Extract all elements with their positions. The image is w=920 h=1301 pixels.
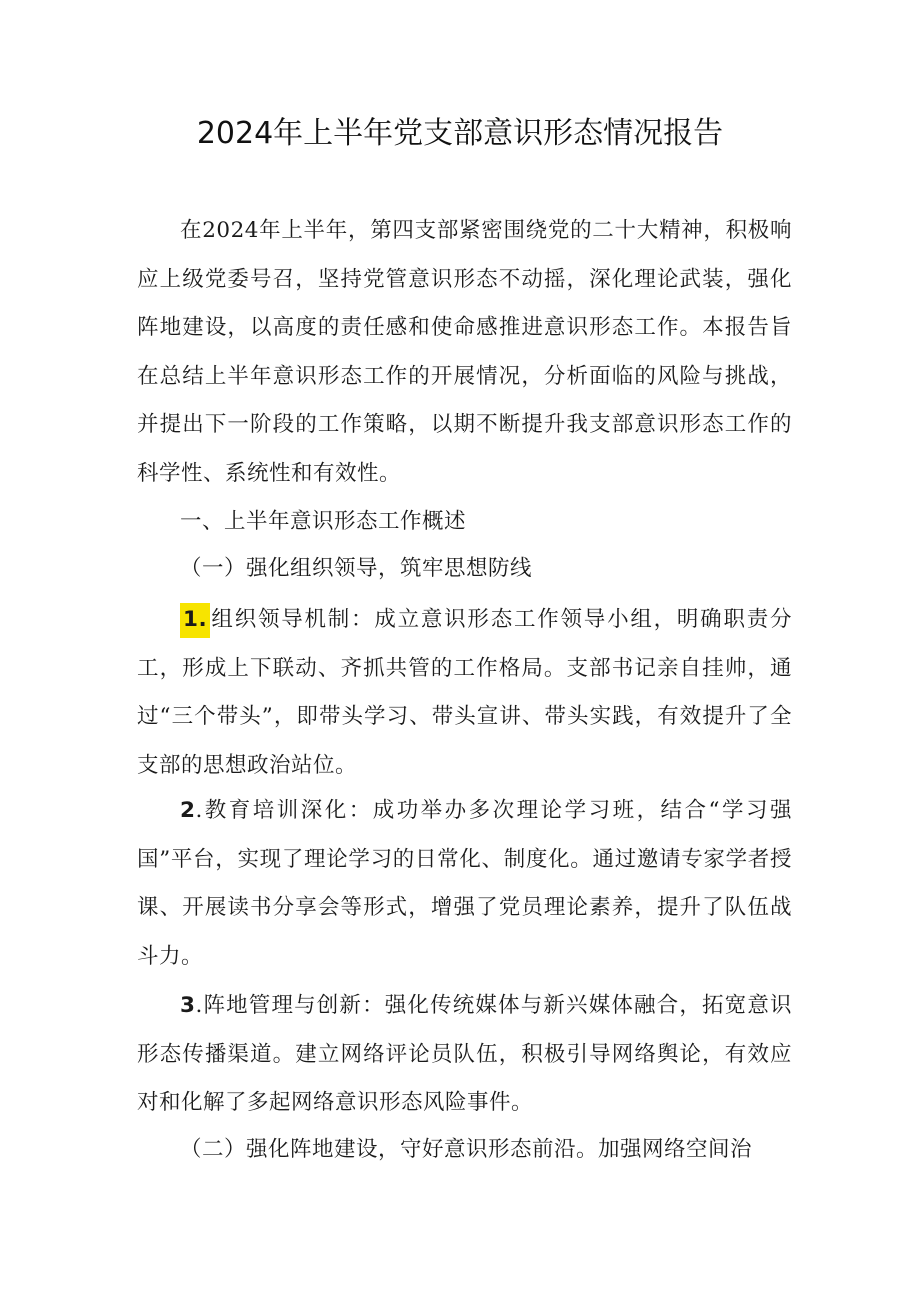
item-number: 3 <box>180 993 196 1018</box>
document-title: 2024年上半年党支部意识形态情况报告 <box>196 116 724 151</box>
list-item-text: .教育培训深化：成功举办多次理论学习班，结合“学习强国”平台，实现了理论学习的日常化、制度化。通过邀请专家学者授课、开展读书分享会等形式，增强了党员理论素养，提升了队伍战斗力。 <box>137 798 792 969</box>
section-heading-1: 一、上半年意识形态工作概述 <box>180 509 467 534</box>
intro-paragraph: 在2024年上半年，第四支部紧密围绕党的二十大精神，积极响应上级党委号召，坚持党管意识形态不动摇，深化理论武装，强化阵地建设，以高度的责任感和使命感推进意识形态工作。本报告旨在总结上半年意识形态工作的开展情况，分析面临的风险与挑战，并提出下一阶段的工作策略，以期不断提升我支部意识形态工作的科学性、系统性和有效性。 <box>137 218 792 486</box>
subsection-heading-1: （一）强化组织领导，筑牢思想防线 <box>180 556 533 581</box>
list-item-3 <box>137 982 792 1128</box>
subsection-heading-2: （二）强化阵地建设，守好意识形态前沿。加强网络空间治 <box>180 1137 753 1162</box>
list-item-text: .阵地管理与创新：强化传统媒体与新兴媒体融合，拓宽意识形态传播渠道。建立网络评论员队伍，积极引导网络舆论，有效应对和化解了多起网络意识形态风险事件。 <box>137 993 792 1115</box>
highlighted-item-number: 1. <box>180 603 210 638</box>
list-item-1 <box>137 596 792 790</box>
list-item-text: 组织领导机制：成立意识形态工作领导小组，明确职责分工，形成上下联动、齐抓共管的工作格局。支部书记亲自挂帅，通过“三个带头”，即带头学习、带头宣讲、带头实践，有效提升了全支部的思想政治站位。 <box>137 607 792 778</box>
item-number: 2 <box>180 798 196 823</box>
list-item-2 <box>137 787 792 981</box>
